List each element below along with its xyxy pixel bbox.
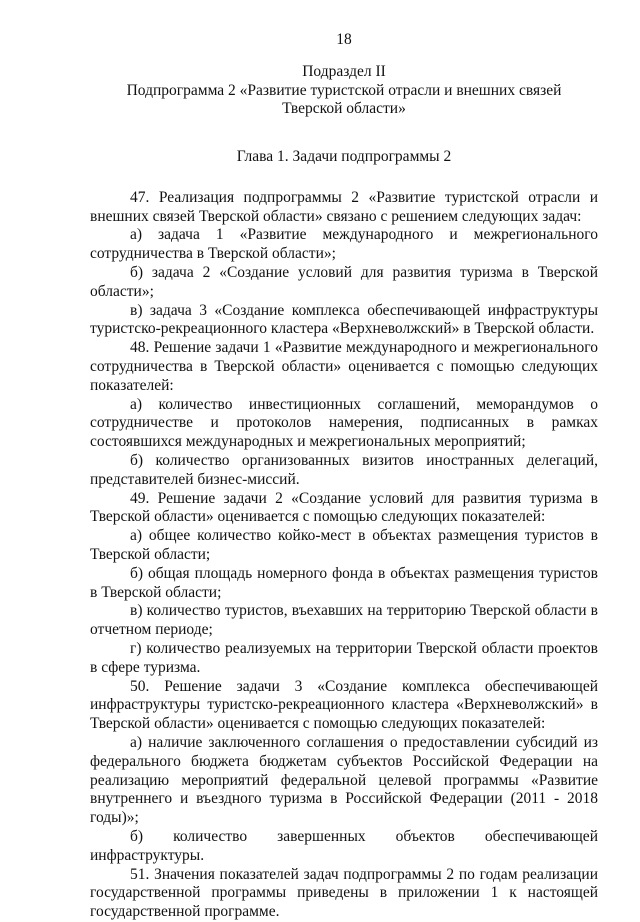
chapter-title: Глава 1. Задачи подпрограммы 2: [236, 148, 452, 166]
subsection-heading: Подраздел II: [302, 63, 386, 80]
paragraph-47-b: б) задача 2 «Создание условий для развития туризма в Тверской области»;: [90, 264, 598, 300]
subprogram-title-line-2: Тверской области»: [282, 100, 406, 118]
paragraph-47-a: а) задача 1 «Развитие международного и межрегионального сотрудничества в Тверской области»;: [90, 226, 598, 263]
paragraph-48-b: б) количество организованных визитов иностранных делегаций, представителей бизнес-миссий.: [90, 451, 598, 488]
paragraph-50: 50. Решение задачи 3 «Создание комплекса обеспечивающей инфраструктуры туристско-рекреационного кластера «Верхневолжский» в Тверской области» оценивается с помощью следующих показателей:: [90, 677, 598, 733]
page-number: 18: [336, 31, 352, 48]
paragraph-49-c: в) количество туристов, въехавших на территорию Тверской области в отчетном периоде;: [90, 602, 598, 639]
paragraph-49-b: б) общая площадь номерного фонда в объектах размещения туристов в Тверской области;: [90, 564, 598, 601]
paragraph-48-a: а) количество инвестиционных соглашений, меморандумов о сотрудничестве и протоколов намерения, подписанных в рамках состоявшихся международных и межрегиональных мероприятий;: [90, 395, 598, 451]
paragraph-49-d: г) количество реализуемых на территории Тверской области проектов в сфере туризма.: [90, 639, 598, 676]
paragraph-49: 49. Решение задачи 2 «Создание условий для развития туризма в Тверской области» оценивается с помощью следующих показателей:: [90, 489, 598, 526]
document-body: [90, 189, 598, 922]
subprogram-title-line-1: Подпрограмма 2 «Развитие туристской отрасли и внешних связей: [126, 81, 562, 99]
paragraph-49-a: а) общее количество койко-мест в объектах размещения туристов в Тверской области;: [90, 527, 598, 563]
paragraph-50-a: а) наличие заключенного соглашения о предоставлении субсидий из федерального бюджета бюджетам субъектов Российской Федерации на реализацию мероприятий федеральной целевой программы «Развитие внутреннего и въездного туризма в Российской Федерации (2011 - 2018 годы)»;: [90, 733, 598, 827]
paragraph-48: 48. Решение задачи 1 «Развитие международного и межрегионального сотрудничества в Тверской области» оценивается с помощью следующих показателей:: [90, 339, 598, 394]
paragraph-51: 51. Значения показателей задач подпрограммы 2 по годам реализации государственной программы приведены в приложении 1 к настоящей государственной программе.: [90, 865, 598, 921]
paragraph-47: 47. Реализация подпрограммы 2 «Развитие туристской отрасли и внешних связей Тверской области» связано с решением следующих задач:: [90, 188, 598, 225]
paragraph-50-b: б) количество завершенных объектов обеспечивающей инфраструктуры.: [90, 827, 598, 864]
paragraph-47-c: в) задача 3 «Создание комплекса обеспечивающей инфраструктуры туристско-рекреационного кластера «Верхневолжский» в Тверской области.: [90, 301, 598, 338]
